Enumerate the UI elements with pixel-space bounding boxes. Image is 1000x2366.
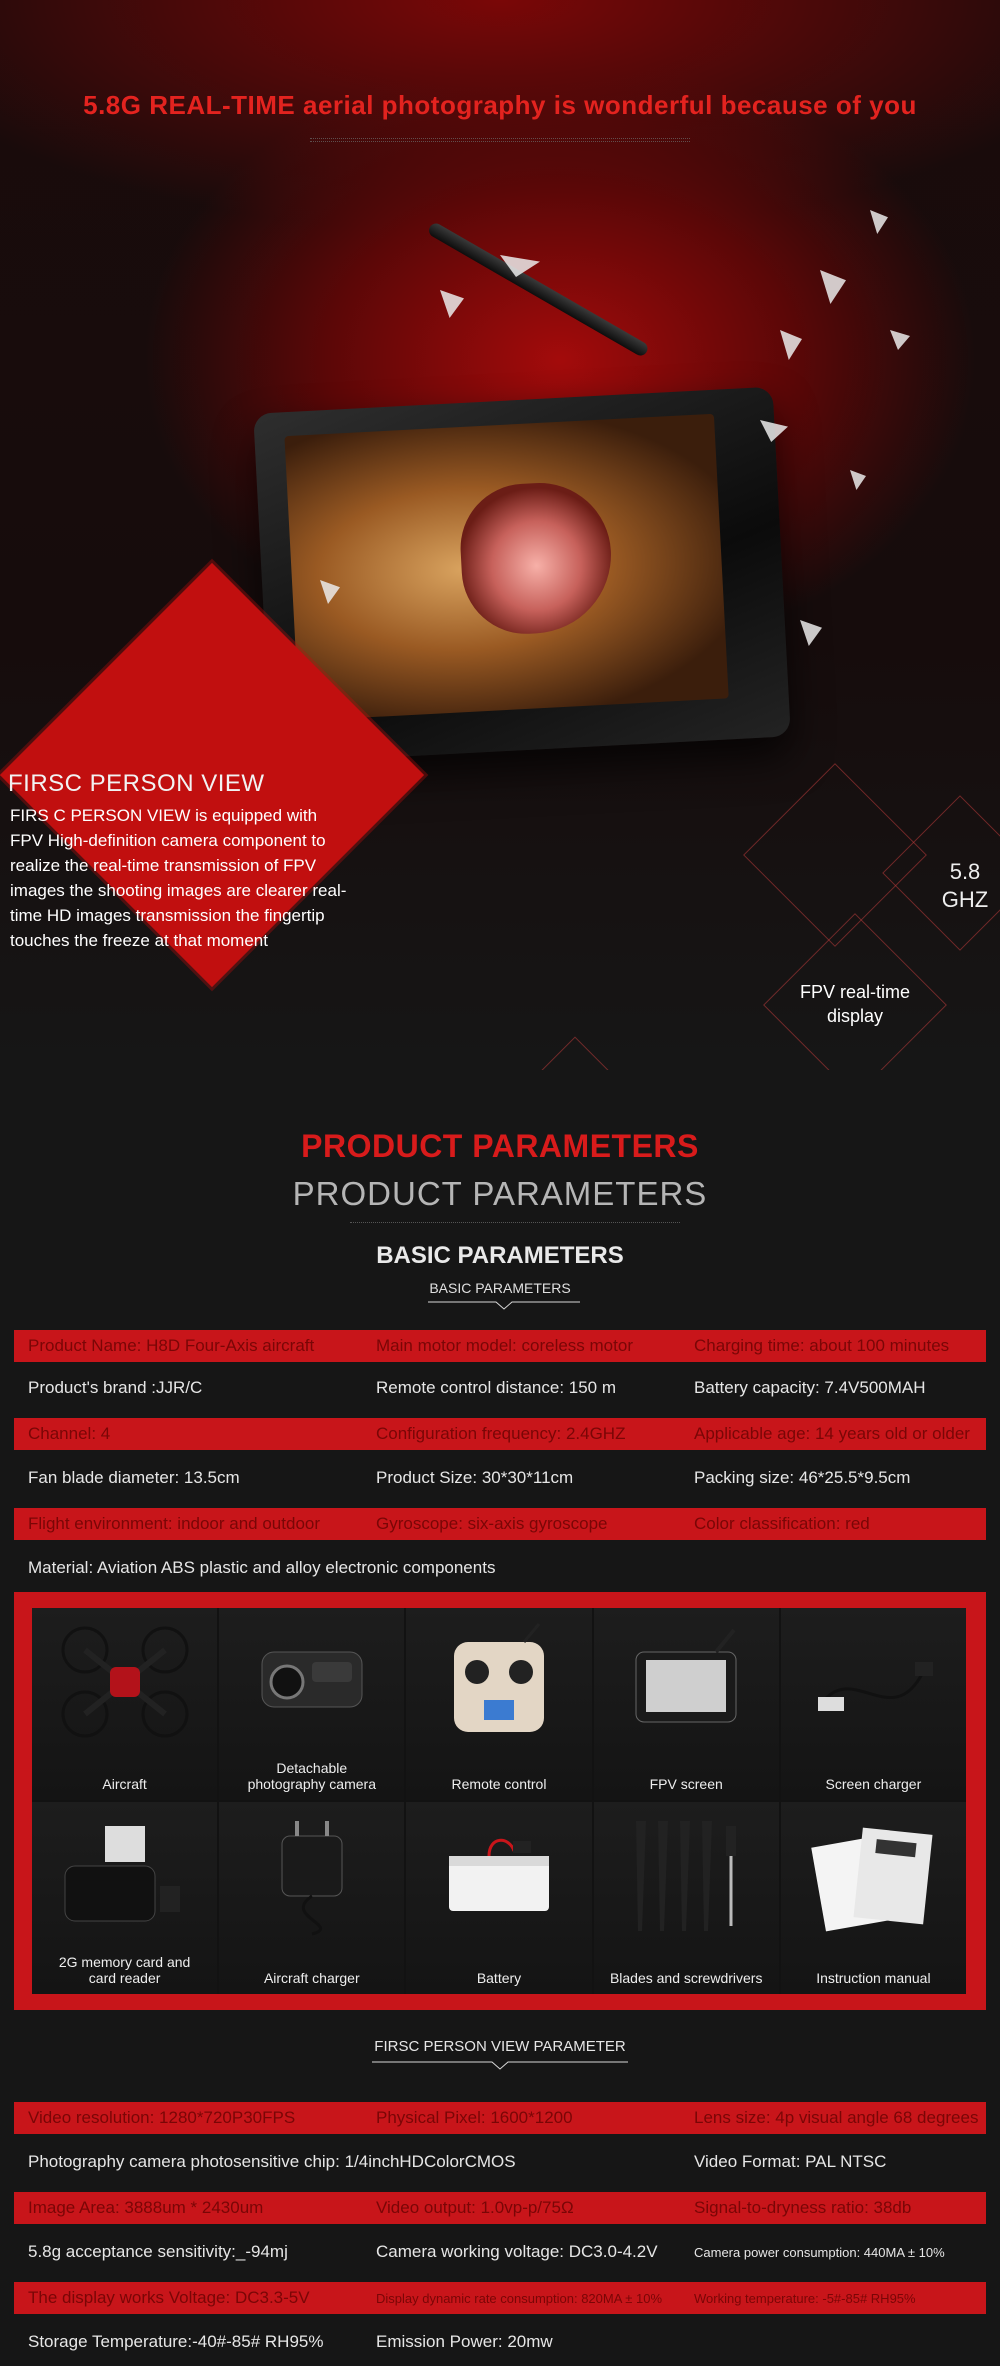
accessory-item [219, 1608, 404, 1800]
glass-shard-icon [780, 330, 802, 360]
accessory-label: Aircraft [102, 1776, 147, 1792]
table-row [14, 2326, 986, 2358]
fpv-description: FIRS C PERSON VIEW is equipped with FPV High-definition camera component to realize the real-time transmission of FPV images the shooting images are clearer real-time HD images transmission the fingertip touches the freeze at that moment [10, 806, 347, 950]
table-row [14, 2102, 986, 2134]
table-cell: Packing size: 46*25.5*9.5cm [694, 1468, 911, 1487]
table-cell: Product's brand :JJR/C [28, 1378, 203, 1397]
outline-diamond [427, 1037, 724, 1070]
blades-icon [616, 1816, 756, 1936]
table-cell: Storage Temperature:-40#-85# RH95% [28, 2332, 324, 2351]
table-cell: Fan blade diameter: 13.5cm [28, 1468, 240, 1487]
table-cell: Video Format: PAL NTSC [694, 2152, 887, 2171]
table-cell: Working temperature: -5#-85# RH95% [694, 2290, 916, 2306]
table-cell: Flight environment: indoor and outdoor [28, 1514, 321, 1533]
table-cell: Applicable age: 14 years old or older [694, 1424, 970, 1443]
accessory-label: Aircraft charger [263, 1970, 360, 1986]
table-cell: Video resolution: 1280*720P30FPS [28, 2108, 296, 2127]
table-cell: Photography camera photosensitive chip: 1/4inchHDColorCMOS [28, 2152, 516, 2171]
accessory-item [32, 1802, 217, 1994]
table-row [14, 2236, 986, 2268]
table-cell: Signal-to-dryness ratio: 38db [694, 2198, 912, 2217]
usb-charger-icon [803, 1622, 943, 1742]
accessory-label: FPV screen [649, 1776, 723, 1792]
table-cell: Remote control distance: 150 m [376, 1378, 617, 1397]
remote-control-icon [429, 1622, 569, 1742]
divider [350, 1222, 680, 1223]
accessories-panel [14, 1592, 986, 2010]
table-cell: Product Name: H8D Four-Axis aircraft [28, 1336, 315, 1355]
table-row [14, 1372, 986, 1404]
table-cell: Main motor model: coreless motor [376, 1336, 633, 1355]
glass-shard-icon [850, 470, 866, 490]
table-cell: Lens size: 4p visual angle 68 degrees [694, 2108, 979, 2127]
table-cell: Charging time: about 100 minutes [694, 1336, 950, 1355]
manual-icon [803, 1816, 943, 1936]
glass-shard-icon [440, 290, 464, 318]
table-cell: Product Size: 30*30*11cm [376, 1468, 574, 1487]
hero-title-underline [310, 138, 690, 142]
hero-title: 5.8G REAL-TIME aerial photography is wonderful because of you [83, 90, 917, 120]
table-cell: Emission Power: 20mw [376, 2332, 553, 2351]
ghz-label: 5.8 GHZ [941, 859, 989, 912]
table-row [14, 1552, 986, 1584]
product-parameters-title-red: PRODUCT PARAMETERS [301, 1128, 699, 1164]
battery-icon [429, 1816, 569, 1936]
glass-shard-icon [890, 330, 910, 350]
accessory-item [406, 1802, 591, 1994]
table-row [14, 2146, 986, 2178]
accessory-label: Blades and screwdrivers [609, 1970, 763, 1986]
accessory-item [781, 1802, 966, 1994]
card-reader-icon [55, 1816, 195, 1936]
basic-parameters-title: BASIC PARAMETERS [376, 1242, 624, 1269]
accessory-item [406, 1608, 591, 1800]
hero-banner [0, 0, 1000, 1070]
table-cell: 5.8g acceptance sensitivity:_-94mj [28, 2242, 288, 2261]
fpv-realtime-label: FPV real-time display [799, 982, 911, 1026]
fpv-screen-icon [616, 1622, 756, 1742]
quadcopter-icon [55, 1622, 195, 1742]
table-cell: Battery capacity: 7.4V500MAH [694, 1378, 926, 1397]
table-cell: Display dynamic rate consumption: 820MA ± 10% [376, 2290, 663, 2306]
accessory-item [219, 1802, 404, 1994]
table-cell: Color classification: red [694, 1514, 870, 1533]
accessory-label: 2G memory card and card reader [58, 1954, 191, 1986]
table-row [14, 2282, 986, 2314]
table-cell: The display works Voltage: DC3.3-5V [28, 2288, 310, 2307]
accessories-grid [32, 1608, 966, 1994]
table-cell: Channel: 4 [28, 1424, 111, 1443]
accessory-label: Battery [476, 1970, 522, 1986]
fpv-heading: FIRSC PERSON VIEW [8, 770, 265, 797]
accessory-label: Detachable photography camera [247, 1760, 376, 1792]
table-row [14, 1330, 986, 1362]
table-cell: Material: Aviation ABS plastic and alloy electronic components [28, 1558, 496, 1577]
basic-parameters-subtitle: BASIC PARAMETERS [429, 1280, 571, 1296]
antenna-icon [427, 221, 651, 358]
accessory-label: Screen charger [825, 1776, 922, 1792]
camera-icon [242, 1622, 382, 1742]
wall-charger-icon [242, 1816, 382, 1936]
accessory-item [594, 1608, 779, 1800]
accessory-item [594, 1802, 779, 1994]
accessory-item [32, 1608, 217, 1800]
table-cell: Image Area: 3888um * 2430um [28, 2198, 264, 2217]
lion-image [284, 414, 728, 721]
fpv-parameters-title: FIRSC PERSON VIEW PARAMETER [374, 2038, 626, 2055]
accessory-label: Instruction manual [816, 1970, 931, 1986]
table-cell: Video output: 1.0vp-p/75Ω [376, 2198, 574, 2217]
glass-shard-icon [820, 270, 846, 304]
table-row [14, 2192, 986, 2224]
glass-shard-icon [870, 210, 888, 234]
table-row [14, 1418, 986, 1450]
chevron-divider-icon [428, 1300, 580, 1310]
chevron-divider-icon [372, 2060, 628, 2070]
glass-shard-icon [800, 620, 822, 646]
table-cell: Gyroscope: six-axis gyroscope [376, 1514, 608, 1533]
table-row [14, 1462, 986, 1494]
accessory-label: Remote control [451, 1776, 547, 1792]
table-cell: Configuration frequency: 2.4GHZ [376, 1424, 626, 1443]
table-row [14, 1508, 986, 1540]
table-cell: Camera power consumption: 440MA ± 10% [694, 2244, 945, 2260]
table-cell: Physical Pixel: 1600*1200 [376, 2108, 573, 2127]
accessory-item [781, 1608, 966, 1800]
lion-mouth-shape [457, 479, 615, 637]
table-cell: Camera working voltage: DC3.0-4.2V [376, 2242, 658, 2261]
product-parameters-title: PRODUCT PARAMETERS [292, 1175, 708, 1212]
